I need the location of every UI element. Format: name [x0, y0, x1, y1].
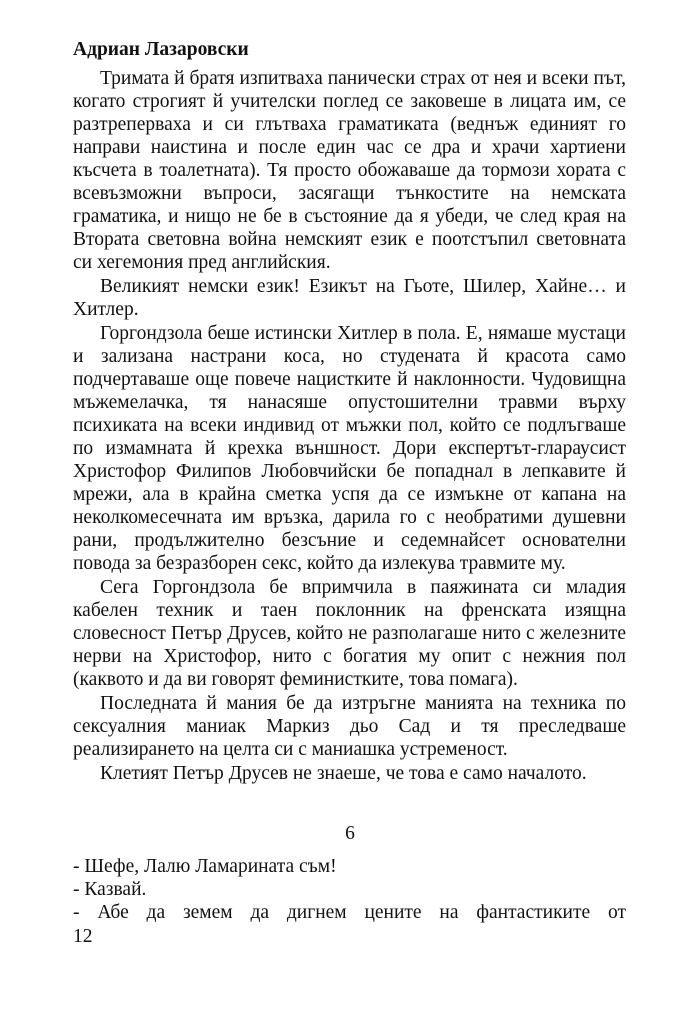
paragraph: Горгондзола беше истински Хитлер в пола. Е, нямаше мустаци и зализана настрани коса, но студената й красота само подчертаваше още повече нацистките й наклонности. Чудовищна мъжемелачка, тя нанасяше опустошителни травми върху психиката на всеки индивид от мъжки пол, който се подлъгваше по измамната й крехка външност. Дори експертът-глараусист Христофор Филипов Любовчийски бе попаднал в лепкавите й мрежи, ала в крайна сметка успя да се измъкне от капана на неколкомесечната им връзка, дарила го с необратими душевни рани, продължително безсъние и седемнайсет основателни повода за безразборен секс, който да излекува травмите му.: [73, 322, 626, 574]
paragraph: Клетият Петър Друсев не знаеше, че това е само началото.: [100, 762, 587, 784]
paragraph: Тримата й братя изпитваха панически страх от нея и всеки път, когато строгият й учителски поглед се заковеше в лицата им, се разтреперваха и си глътваха граматиката (веднъж единият го направи наистина и после един час се дра и храчи хартиени късчета в тоалетната). Тя просто обожаваше да тормози хората с всевъзможни въпроси, засягащи тънкостите на немската граматика, и нищо не бе в състояние да я убеди, че след края на Втората световна война немският език е поотстъпил световната си хегемония пред английския.: [73, 68, 626, 273]
paragraph: Последната й мания бе да изтръгне манията на техника по сексуалния маниак Маркиз дьо Сад и тя преследваше реализирането на целта си с маниашка устременост.: [73, 692, 626, 760]
page-number: 12: [73, 926, 93, 947]
dialogue-block: [73, 855, 626, 924]
chapter-number: 6: [345, 823, 355, 844]
body-text: [73, 67, 626, 786]
paragraph: Великият немски език! Езикът на Гьоте, Шилер, Хайне… и Хитлер.: [73, 275, 626, 320]
running-head-author: Адриан Лазаровски: [73, 39, 249, 60]
paragraph: Сега Горгондзола бе впримчила в паяжината си младия кабелен техник и таен поклонник на френската изящна словесност Петър Друсев, който не разполагаше нито с железните нерви на Христофор, нито с богатия му опит с нежния пол (каквото и да ви говорят феминистките, това помага).: [73, 576, 626, 690]
dialogue-line: - Абе да земем да дигнем цените на фантастиките от: [73, 902, 626, 923]
dialogue-line: - Шефе, Лалю Ламарината съм!: [73, 856, 337, 877]
dialogue-line: - Казвай.: [73, 879, 147, 900]
